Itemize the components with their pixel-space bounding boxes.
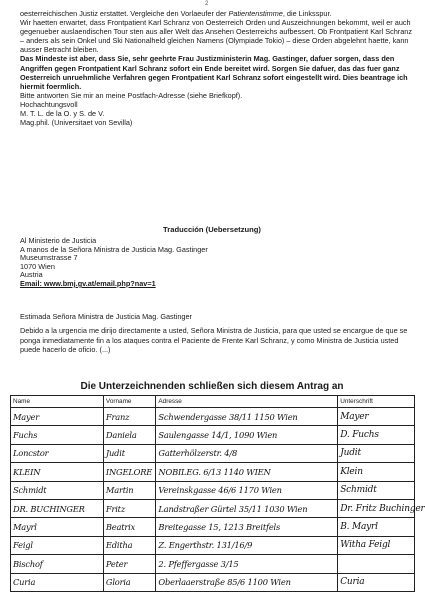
signer-first-name: Gloria bbox=[103, 573, 156, 591]
signer-signature: D. Fuchs bbox=[338, 426, 415, 444]
signer-address: Gatterhölzerstr. 4/8 bbox=[156, 444, 338, 462]
letter-reply-note: Bitte antworten Sie mir an meine Postfach-Adresse (siehe Briefkopf). bbox=[20, 90, 243, 100]
signer-last-name: Loncstor bbox=[11, 444, 104, 462]
signer-signature bbox=[338, 555, 415, 573]
signer-last-name: KLEIN bbox=[11, 463, 104, 481]
page-number: 2 bbox=[205, 1, 209, 7]
letter-closing: Hochachtungsvoll bbox=[20, 99, 78, 109]
signer-signature: Judit bbox=[338, 444, 415, 462]
signer-first-name: Beatrix bbox=[103, 518, 156, 536]
signer-first-name: Martin bbox=[103, 481, 156, 499]
signer-first-name: Editha bbox=[103, 536, 156, 554]
email-link[interactable]: Email: www.bmj.gv.at/email.php?nav=1 bbox=[20, 278, 156, 288]
address-line: 1070 Wien bbox=[20, 261, 55, 271]
signer-signature: Schmidt bbox=[338, 481, 415, 499]
signer-first-name: Judit bbox=[103, 444, 156, 462]
letter-signature-title: Mag.phil. (Universitaet von Sevilla) bbox=[20, 118, 133, 128]
translation-body: Debido a la urgencia me dirijo directamente a usted, Señora Ministra de Justicia, para que usted se encargue de que se ponga inmediatamente fin a los ataques contra el Paciente de Frente Karl Schranz, y como Ministra de Justicia usted puede hacerlo de oficio. (...) bbox=[20, 326, 408, 355]
signer-signature: B. Mayrl bbox=[338, 518, 415, 536]
letter-paragraph-2: Wir haetten erwartet, dass Frontpatient Karl Schranz von Oesterreich Orden und Auszeichnungen bekommt, weil er auch gegenueber auslaendischen Tour sten aus aller Welt das Ansehen Oesterreichs aufbessert. Ob Frontpatient Karl Schranz – anders als sein Onkel und Ski Nationalheld gleichen Namens (Olympiade Tokio) – diese Orden abgelehnt haette, kann ausser Betracht bleiben. bbox=[20, 18, 412, 55]
letter-signature-name: M. T. L. de la O. y S. de V. bbox=[20, 109, 105, 119]
signer-address: Vereinskgasse 46/6 1170 Wien bbox=[156, 481, 338, 499]
address-line: Al Ministerio de Justicia bbox=[20, 236, 97, 245]
signer-last-name: DR. BUCHINGER bbox=[11, 499, 104, 517]
letter-paragraph-1: oesterreichischen Justiz erstattet. Vergleiche den Vorlaeufer der Patientenstimme, die Linksspur. bbox=[20, 9, 332, 18]
signer-last-name: Mayer bbox=[11, 408, 104, 426]
translation-heading: Traducción (Uebersetzung) bbox=[163, 225, 261, 234]
table-row bbox=[11, 536, 415, 554]
signer-signature: Klein bbox=[338, 463, 415, 481]
signer-address: Schwendergasse 38/11 1150 Wien bbox=[156, 408, 338, 426]
signer-address: NOBILEG. 6/13 1140 WIEN bbox=[156, 463, 338, 481]
signer-signature: Dr. Fritz Buchinger bbox=[338, 499, 415, 517]
table-header-row bbox=[11, 396, 415, 408]
table-row bbox=[11, 555, 415, 573]
translation-letter bbox=[20, 312, 418, 355]
recipient-address bbox=[20, 237, 208, 289]
signer-first-name: Peter bbox=[103, 555, 156, 573]
signer-last-name: Schmidt bbox=[11, 481, 104, 499]
signer-last-name: Bischof bbox=[11, 555, 104, 573]
address-line: Austria bbox=[20, 270, 43, 280]
signer-signature: Curia bbox=[338, 573, 415, 591]
table-row bbox=[11, 481, 415, 499]
signer-address: Z. Engerthstr. 131/16/9 bbox=[156, 536, 338, 554]
salutation: Estimada Señora Ministra de Justicia Mag. Gastinger bbox=[20, 312, 192, 321]
signer-address: Saulengasse 14/1, 1090 Wien bbox=[156, 426, 338, 444]
signer-first-name: INGELORE bbox=[103, 463, 156, 481]
table-row bbox=[11, 499, 415, 517]
petition-title: Die Unterzeichnenden schließen sich diesem Antrag an bbox=[80, 381, 344, 392]
publication-name: Patientenstimme bbox=[228, 9, 283, 18]
signer-signature: Mayer bbox=[338, 408, 415, 426]
signer-last-name: Mayrl bbox=[11, 518, 104, 536]
table-row bbox=[11, 463, 415, 481]
signer-first-name: Daniela bbox=[103, 426, 156, 444]
letter-body bbox=[20, 9, 418, 127]
signature-table bbox=[10, 395, 425, 592]
signer-signature: Witha Feigl bbox=[338, 536, 415, 554]
column-header-first-name: Vorname bbox=[103, 396, 156, 408]
signer-first-name: Franz bbox=[103, 408, 156, 426]
table-row bbox=[11, 518, 415, 536]
table-row bbox=[11, 444, 415, 462]
table-row bbox=[11, 573, 415, 591]
signer-last-name: Curia bbox=[11, 573, 104, 591]
signer-last-name: Fuchs bbox=[11, 426, 104, 444]
column-header-signature: Unterschrift bbox=[338, 396, 415, 408]
signer-address: Breitegasse 15, 1213 Breitfels bbox=[156, 518, 338, 536]
table-row bbox=[11, 408, 415, 426]
signer-last-name: Feigl bbox=[11, 536, 104, 554]
signer-address: Landstraßer Gürtel 35/11 1030 Wien bbox=[156, 499, 338, 517]
address-line: A manos de la Señora Ministra de Justicia Mag. Gastinger bbox=[20, 244, 208, 254]
table-row bbox=[11, 426, 415, 444]
signer-first-name: Fritz bbox=[103, 499, 156, 517]
column-header-address: Adresse bbox=[156, 396, 338, 408]
column-header-name: Name bbox=[11, 396, 104, 408]
letter-request-paragraph: Das Mindeste ist aber, dass Sie, sehr geehrte Frau Justizministerin Mag. Gastinger, dafuer sorgen, dass den Angriffen gegen Frontpatient Karl Schranz sofort ein Ende bereitet wird. Sorgen Sie dafuer, das das fuer ganz Oesterreich unruehmliche Verfahren gegen Frontpatient Karl Schranz sofort eingestellt wird. Dies beantrage ich hiermit foermlich. bbox=[20, 54, 408, 91]
address-line: Museumstrasse 7 bbox=[20, 253, 78, 263]
signer-address: Oberlaaerstraße 85/6 1100 Wien bbox=[156, 573, 338, 591]
signer-address: 2. Pfeffergasse 3/15 bbox=[156, 555, 338, 573]
